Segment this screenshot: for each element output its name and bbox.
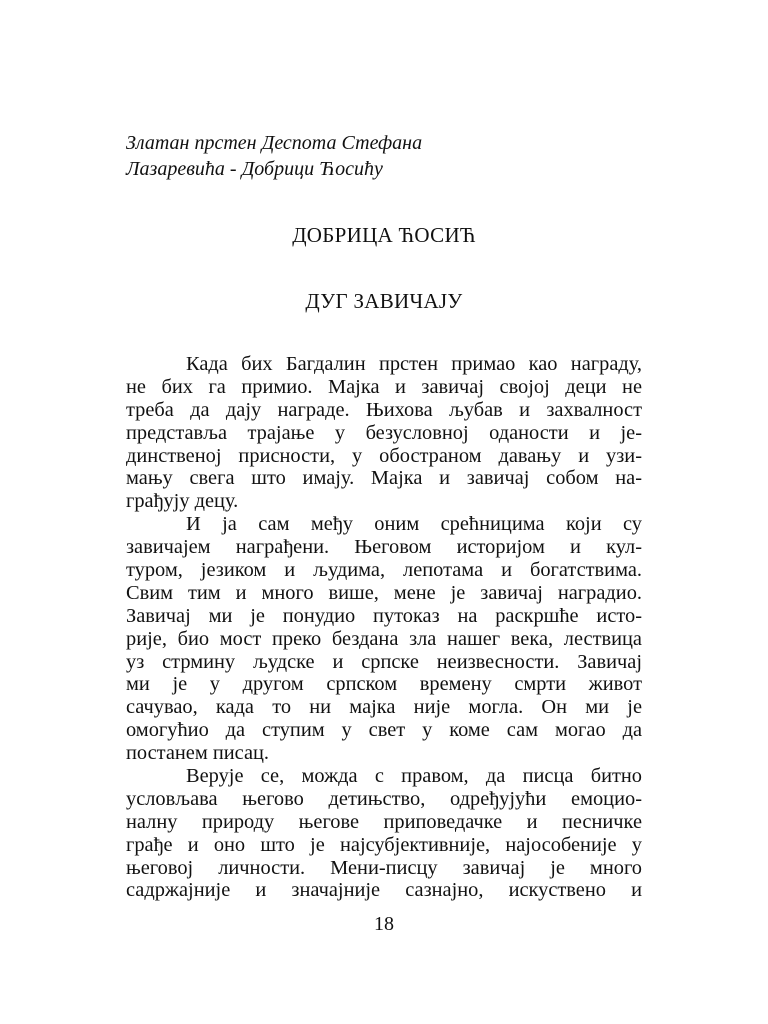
text-line: налну природу његове приповедачке и песничке: [126, 810, 642, 833]
text-line: треба да дају награде. Њихова љубав и захвалност: [126, 398, 642, 421]
text-line: Када бих Багдалин прстен примао као награду,: [186, 353, 642, 375]
epigraph-line: Лазаревића - Добрици Ћосићу: [126, 158, 383, 180]
text-line: садржајније и значајније сазнајно, искуствено и: [126, 879, 642, 902]
text-line: ми је у другом српском времену смрти живот: [126, 673, 642, 696]
text-line: динственој присности, у обостраном давању и узи-: [126, 444, 642, 467]
page-number: 18: [374, 913, 394, 935]
text-line: омогућио да ступим у свет у коме сам могао да: [126, 719, 642, 742]
body-text: [126, 353, 642, 902]
text-line: представља трајање у безусловној оданости и је-: [126, 421, 642, 444]
text-line: Верује се, можда с правом, да писца битно: [186, 765, 642, 788]
text-line: његовој личности. Мени-писцу завичај је много: [126, 856, 642, 879]
text-line: грађују децу.: [126, 490, 239, 513]
epigraph-line: Златан прстен Деспота Стефана: [126, 132, 423, 154]
text-line: Свим тим и много више, мене је завичај наградио.: [126, 581, 642, 604]
text-line: завичајем награђени. Његовом историјом и кул-: [126, 536, 642, 559]
text-line: постанем писац.: [126, 742, 270, 765]
author-name: ДОБРИЦА ЋОСИЋ: [292, 223, 476, 247]
epigraph: [126, 130, 646, 182]
chapter-title: ДУГ ЗАВИЧАЈУ: [305, 289, 463, 313]
text-line: Завичај ми је понудио путоказ на раскршће исто-: [126, 604, 642, 627]
text-line: туром, језиком и људима, лепотама и богатствима.: [126, 559, 642, 582]
text-line: мању свега што имају. Мајка и завичај собом на-: [126, 467, 642, 490]
text-line: условљава његово детињство, одређујући емоцио-: [126, 787, 642, 810]
text-line: И ја сам међу оним срећницима који су: [186, 513, 642, 536]
text-line: рије, био мост преко бездана зла нашег века, лествица: [126, 627, 642, 650]
text-line: сачувао, када то ни мајка није могла. Он ми је: [126, 696, 642, 719]
text-line: грађе и оно што је најсубјективније, најособеније у: [126, 833, 642, 856]
text-line: не бих га примио. Мајка и завичај својој деци не: [126, 375, 642, 398]
text-line: уз стрмину људске и српске неизвесности. Завичај: [126, 650, 642, 673]
